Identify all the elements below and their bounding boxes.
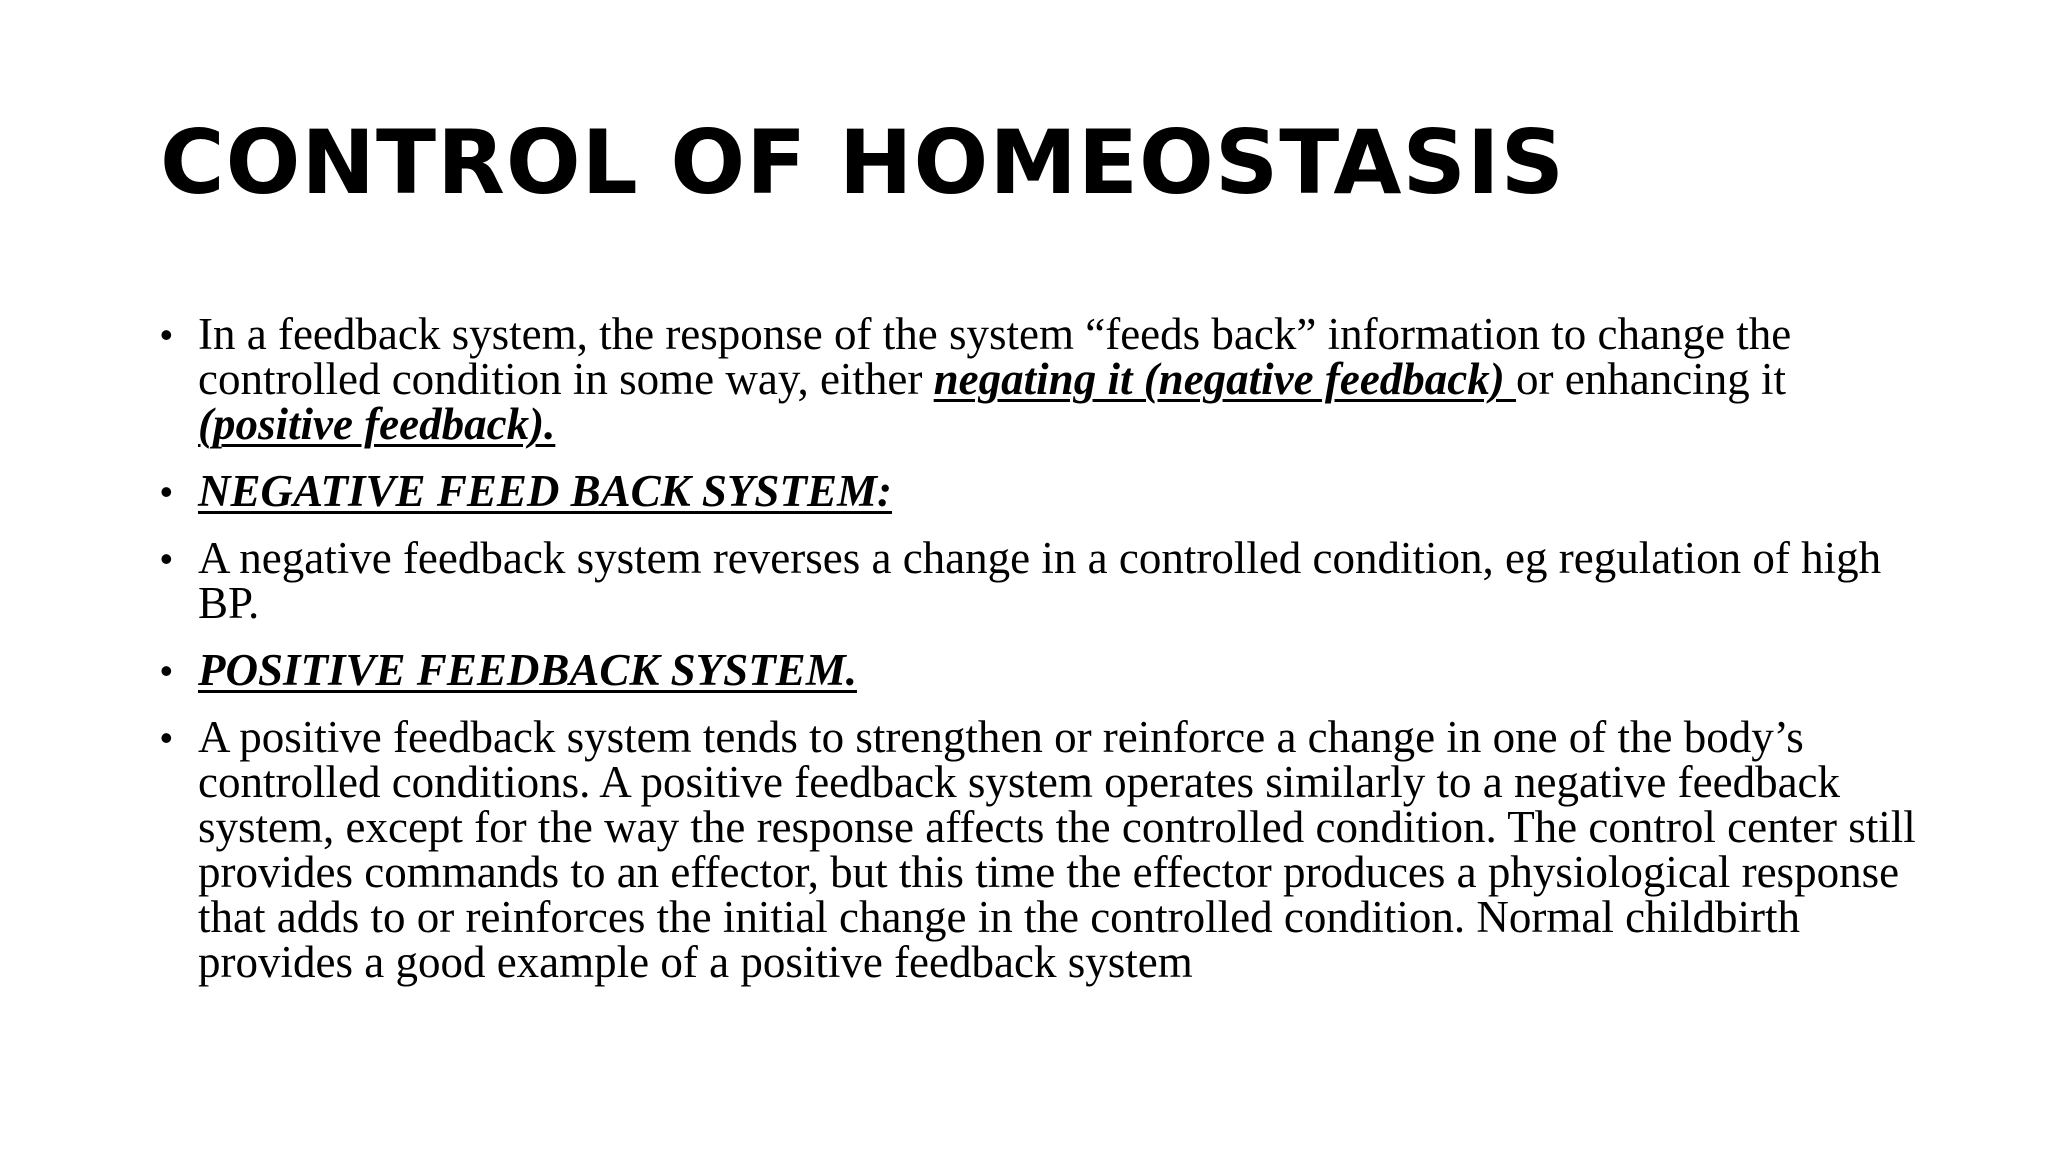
bullet-text: or enhancing it <box>1516 354 1786 404</box>
slide-title: CONTROL OF HOMEOSTASIS <box>160 111 1566 214</box>
bullet-dot-icon: • <box>160 717 173 758</box>
bullet-dot-icon: • <box>160 471 173 512</box>
emphasis-negative-feedback: negating it (negative feedback) <box>933 354 1517 404</box>
bullet-positive-heading <box>160 645 1920 695</box>
emphasis-positive-feedback: (positive feedback). <box>198 399 556 449</box>
bullet-dot-icon: • <box>160 538 173 579</box>
bullet-negative-heading <box>160 466 1920 516</box>
bullet-text: A negative feedback system reverses a change in a controlled condition, eg regulation of high BP. <box>198 533 1882 628</box>
positive-feedback-heading: POSITIVE FEEDBACK SYSTEM. <box>198 645 857 695</box>
negative-feedback-heading: NEGATIVE FEED BACK SYSTEM: <box>198 466 892 516</box>
bullet-feedback-system <box>160 309 1920 449</box>
bullet-text: In a feedback system, the response of the system “feeds back” information to change the controlled condition in some way, either <box>198 309 1792 404</box>
bullet-list <box>160 309 1920 1007</box>
bullet-text: A positive feedback system tends to strengthen or reinforce a change in one of the body’s controlled conditions. A positive feedback system operates similarly to a negative feedback system, except for the way the response affects the controlled condition. The control center still provides commands to an effector, but this time the effector produces a physiological response that adds to or reinforces the initial change in the controlled condition. Normal childbirth provides a good example of a positive feedback system <box>198 712 1916 987</box>
bullet-dot-icon: • <box>160 650 173 691</box>
bullet-dot-icon: • <box>160 314 173 355</box>
bullet-negative-description <box>160 533 1920 628</box>
bullet-positive-description <box>160 712 1920 987</box>
